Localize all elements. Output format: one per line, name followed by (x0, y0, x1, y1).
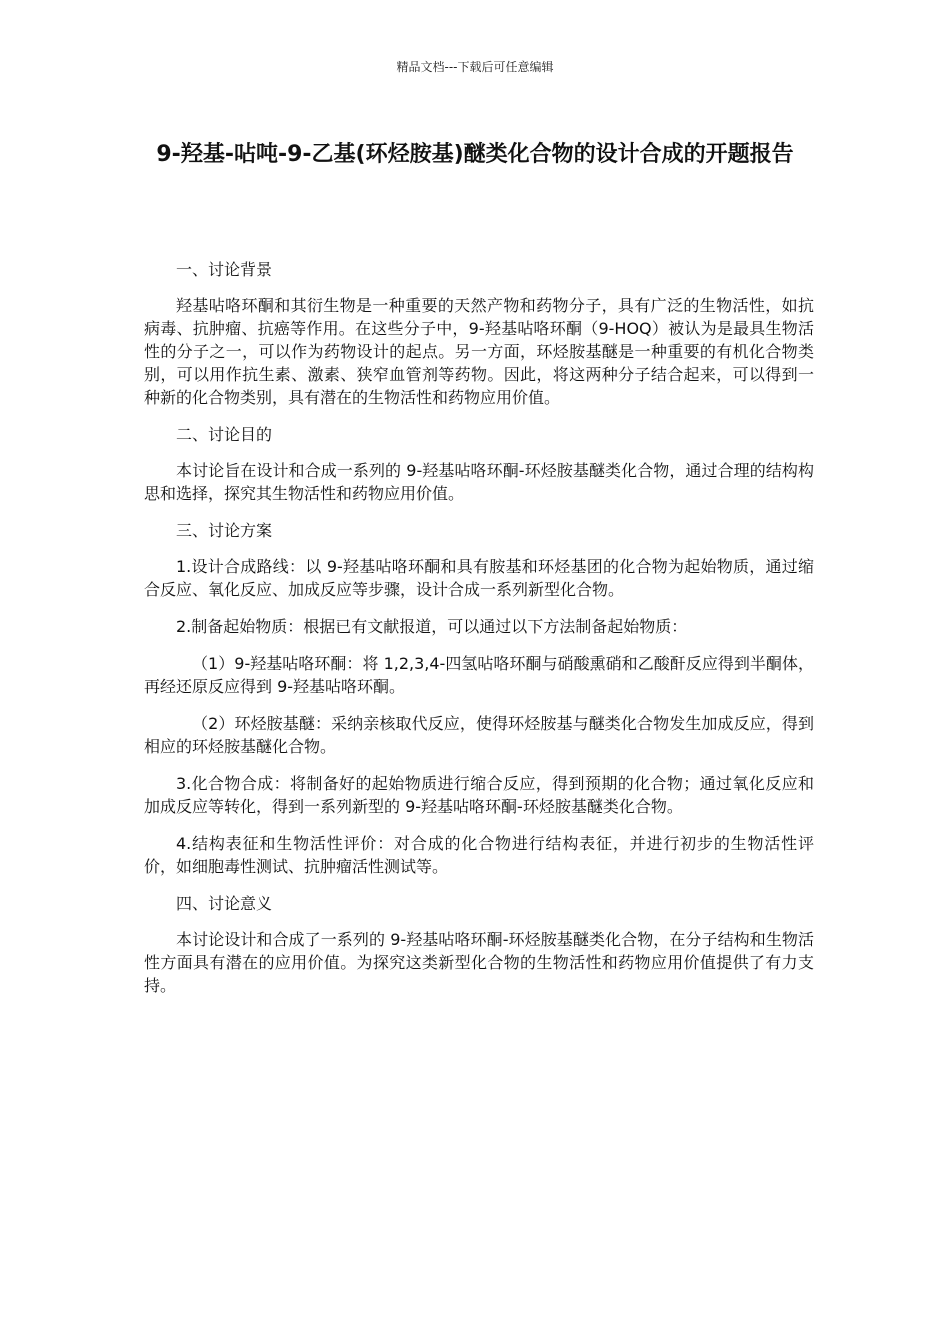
paragraph-plan-characterization: 4.结构表征和生物活性评价：对合成的化合物进行结构表征，并进行初步的生物活性评价，如细胞毒性测试、抗肿瘤活性测试等。 (144, 834, 814, 876)
page-header: 精品文档---下载后可任意编辑 (396, 60, 554, 74)
paragraph-purpose: 本讨论旨在设计和合成一系列的 9-羟基呫咯环酮-环烃胺基醚类化合物，通过合理的结构构思和选择，探究其生物活性和药物应用价值。 (144, 461, 814, 503)
paragraph-plan-starting-material: 2.制备起始物质：根据已有文献报道，可以通过以下方法制备起始物质： (176, 617, 688, 636)
paragraph-background: 羟基呫咯环酮和其衍生物是一种重要的天然产物和药物分子，具有广泛的生物活性，如抗病毒、抗肿瘤、抗癌等作用。在这些分子中，9-羟基呫咯环酮（9-HOQ）被认为是最具生物活性的分子之一，可以作为药物设计的起点。另一方面，环烃胺基醚是一种重要的有机化合物类别，可以用作抗生素、激素、狭窄血管剂等药物。因此，将这两种分子结合起来，可以得到一种新的化合物类别，具有潜在的生物活性和药物应用价值。 (144, 296, 814, 407)
section-heading-plan: 三、讨论方案 (176, 521, 273, 540)
paragraph-significance: 本讨论设计和合成了一系列的 9-羟基呫咯环酮-环烃胺基醚类化合物，在分子结构和生物活性方面具有潜在的应用价值。为探究这类新型化合物的生物活性和药物应用价值提供了有力支持。 (144, 930, 814, 995)
document-body (144, 258, 814, 1011)
section-heading-significance: 四、讨论意义 (176, 894, 273, 913)
section-heading-background: 一、讨论背景 (176, 260, 273, 279)
document-title: 9-羟基-呫吨-9-乙基(环烃胺基)醚类化合物的设计合成的开题报告 (156, 142, 794, 167)
section-heading-purpose: 二、讨论目的 (176, 425, 273, 444)
paragraph-plan-substep-1: （1）9-羟基呫咯环酮：将 1,2,3,4-四氢呫咯环酮与硝酸熏硝和乙酸酐反应得到半酮体，再经还原反应得到 9-羟基呫咯环酮。 (144, 654, 814, 696)
paragraph-plan-synthesis: 3.化合物合成：将制备好的起始物质进行缩合反应，得到预期的化合物；通过氧化反应和加成反应等转化，得到一系列新型的 9-羟基呫咯环酮-环烃胺基醚类化合物。 (144, 774, 814, 816)
paragraph-plan-substep-2: （2）环烃胺基醚：采纳亲核取代反应，使得环烃胺基与醚类化合物发生加成反应，得到相应的环烃胺基醚化合物。 (144, 714, 814, 756)
paragraph-plan-route: 1.设计合成路线：以 9-羟基呫咯环酮和具有胺基和环烃基团的化合物为起始物质，通过缩合反应、氧化反应、加成反应等步骤，设计合成一系列新型化合物。 (144, 557, 814, 599)
